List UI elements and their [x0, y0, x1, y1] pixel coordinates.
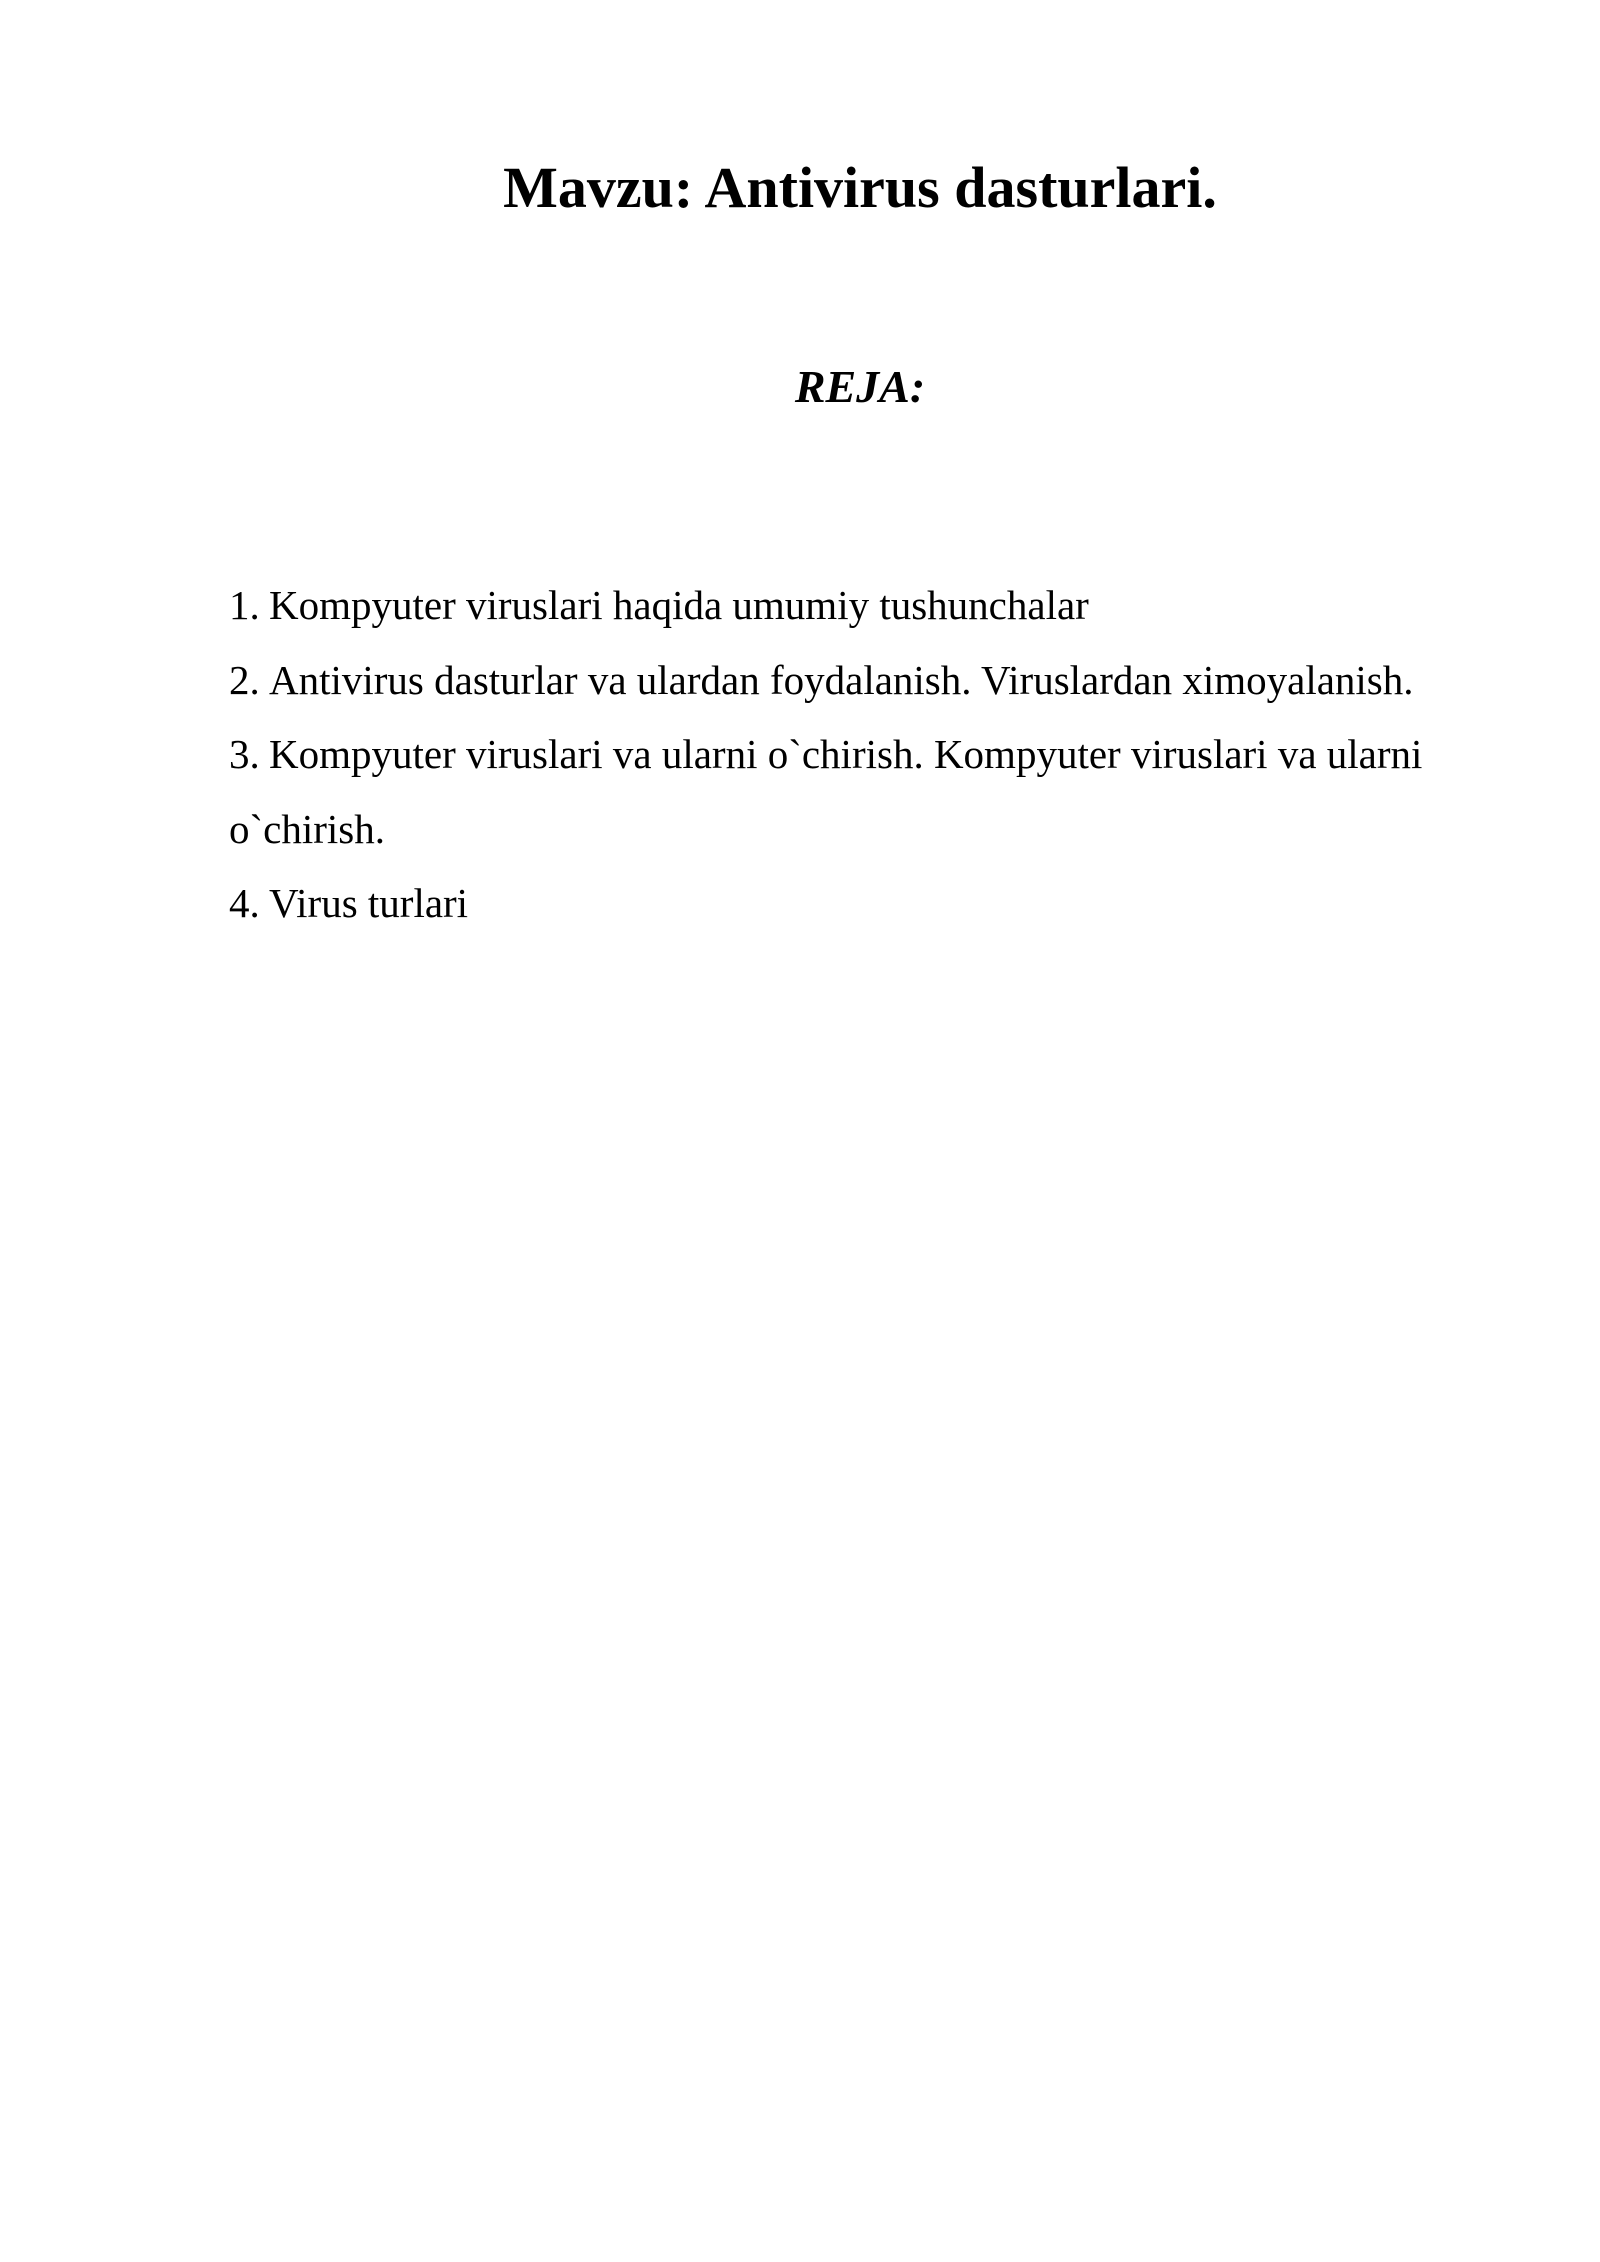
list-item: [229, 717, 1529, 866]
list-item-text-continuation: o`chirish.: [229, 805, 385, 852]
plan-heading: REJA:: [794, 361, 926, 412]
plan-list: [229, 568, 1529, 941]
list-item: [229, 643, 1529, 718]
list-item-text: Kompyuter viruslari haqida umumiy tushunchalar: [269, 582, 1089, 628]
list-item-number: 4.: [229, 880, 260, 926]
list-item: [229, 568, 1529, 643]
list-item-text: Kompyuter viruslari va ularni o`chirish. Kompyuter viruslari va ularni: [269, 731, 1423, 777]
document-title: Mavzu: Antivirus dasturlari.: [503, 155, 1217, 220]
list-item-number: 3.: [229, 731, 260, 777]
list-item: [229, 866, 1529, 941]
list-item-text: Virus turlari: [269, 880, 469, 926]
list-item-number: 2.: [229, 656, 260, 703]
list-item-number: 1.: [229, 582, 260, 628]
list-item-text: Antivirus dasturlar va ulardan foydalanish. Viruslardan ximoyalanish.: [269, 656, 1414, 703]
